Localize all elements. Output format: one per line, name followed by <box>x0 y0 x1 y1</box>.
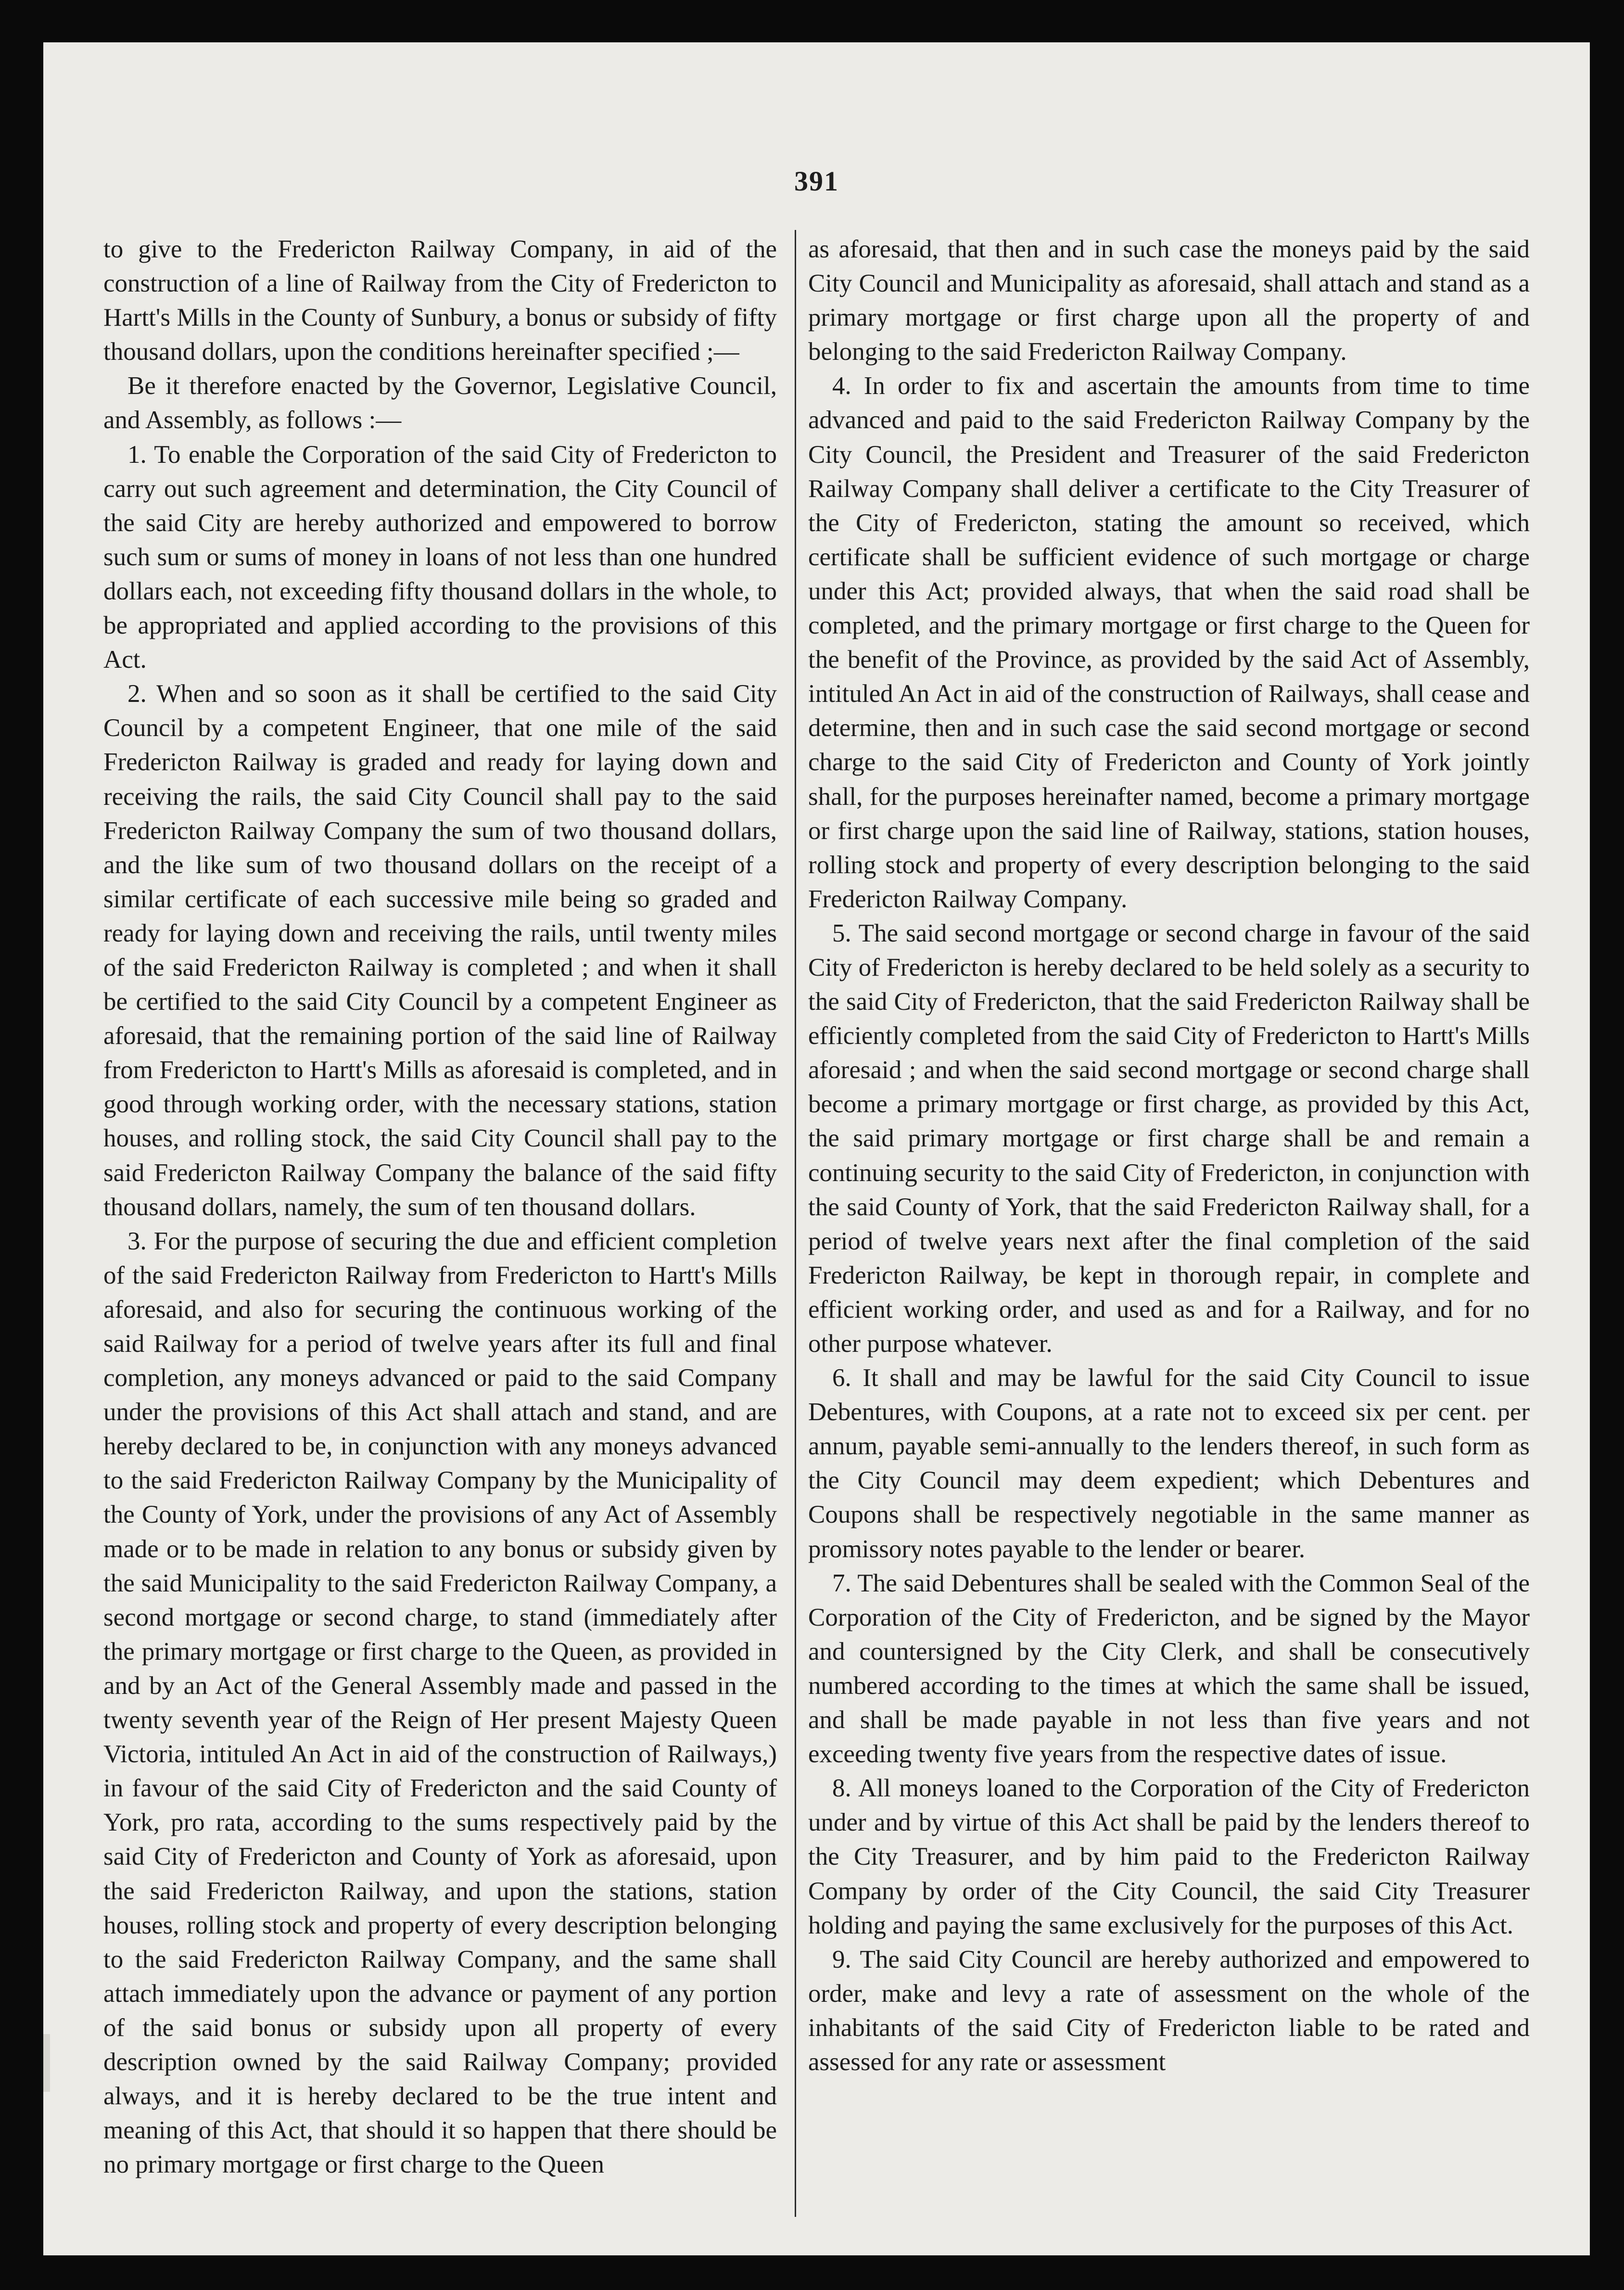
paragraph-enacting-clause: Be it therefore enacted by the Governor, Legislative Council, and Assembly, as follows :— <box>103 372 777 434</box>
page-number: 391 <box>794 165 839 197</box>
paragraph-section-2: 2. When and so soon as it shall be certified to the said City Council by a competent Engineer, that one mile of the said Fredericton Railway is graded and ready for laying down and receiving the rails, the said City Council shall pay to the said Fredericton Railway Company the sum of two thousand dollars, and the like sum of two thousand dollars on the receipt of a similar certificate of each successive mile being so graded and ready for laying down and receiving the rails, until twenty miles of the said Fredericton Railway is completed ; and when it shall be certified to the said City Council by a competent Engineer as aforesaid, that the remaining portion of the said line of Railway from Fredericton to Hartt's Mills as aforesaid is completed, and in good through working order, with the necessary stations, station houses, and rolling stock, the said City Council shall pay to the said Fredericton Railway Company the balance of the said fifty thousand dollars, namely, the sum of ten thousand dollars. <box>103 680 777 1221</box>
paragraph-section-3-continued: as aforesaid, that then and in such case the moneys paid by the said City Council and Municipality as aforesaid, shall attach and stand as a primary mortgage or first charge upon all the property of and belonging to the said Fredericton Railway Company. <box>808 235 1530 366</box>
paragraph-section-3: 3. For the purpose of securing the due and efficient completion of the said Fredericton Railway from Fredericton to Hartt's Mills aforesaid, and also for securing the continuous working of the said Railway for a period of twelve years after its full and final completion, any moneys advanced or paid to the said Company under the provisions of this Act shall attach and stand, and are hereby declared to be, in conjunction with any moneys advanced to the said Fredericton Railway Company by the Municipality of the County of York, under the provisions of any Act of Assembly made or to be made in relation to any bonus or subsidy given by the said Municipality to the said Fredericton Railway Company, a second mortgage or second charge, to stand (immediately after the primary mortgage or first charge to the Queen, as provided in and by an Act of the General Assembly made and passed in the twenty seventh year of the Reign of Her present Majesty Queen Victoria, intituled An Act in aid of the construction of Railways,) in favour of the said City of Fredericton and the said County of York, pro rata, according to the sums respectively paid by the said City of Fredericton and County of York as aforesaid, upon the said Fredericton Railway, and upon the stations, station houses, rolling stock and property of every description belonging to the said Fredericton Railway Company, and the same shall attach immediately upon the advance or payment of any portion of the said bonus or subsidy upon all property of every description owned by the said Railway Company; provided always, and it is hereby declared to be the true intent and meaning of this Act, that should it so happen that there should be no primary mortgage or first charge to the Queen <box>103 1227 777 2179</box>
paragraph-section-7: 7. The said Debentures shall be sealed with the Common Seal of the Corporation of the City of Fredericton, and be signed by the Mayor and countersigned by the City Clerk, and shall be consecutively numbered according to the times at which the same shall be issued, and shall be made payable in not less than five years and not exceeding twenty five years from the respective dates of issue. <box>808 1569 1530 1768</box>
scanned-page <box>43 42 1590 2255</box>
paragraph-section-1: 1. To enable the Corporation of the said City of Fredericton to carry out such agreement and determination, the City Council of the said City are hereby authorized and empowered to borrow such sum or sums of money in loans of not less than one hundred dollars each, not exceeding fifty thousand dollars in the whole, to be appropriated and applied according to the provisions of this Act. <box>103 440 777 674</box>
left-column <box>103 232 777 2182</box>
paragraph-preamble: to give to the Fredericton Railway Company, in aid of the construction of a line of Railway from the City of Fredericton to Hartt's Mills in the County of Sunbury, a bonus or subsidy of fifty thousand dollars, upon the conditions hereinafter specified ;— <box>103 235 777 366</box>
paragraph-section-6: 6. It shall and may be lawful for the said City Council to issue Debentures, with Coupons, at a rate not to exceed six per cent. per annum, payable semi-annually to the lenders thereof, in such form as the City Council may deem expedient; which Debentures and Coupons shall be respectively negotiable in the same manner as promissory notes payable to the lender or bearer. <box>808 1364 1530 1563</box>
paragraph-section-9: 9. The said City Council are hereby authorized and empowered to order, make and levy a rate of assessment on the whole of the inhabitants of the said City of Fredericton liable to be rated and assessed for any rate or assessment <box>808 1945 1530 2076</box>
page-edge-mark <box>43 2034 50 2092</box>
right-column <box>808 232 1530 2079</box>
column-divider <box>795 230 796 2217</box>
paragraph-section-4: 4. In order to fix and ascertain the amounts from time to time advanced and paid to the said Fredericton Railway Company by the City Council, the President and Treasurer of the said Fredericton Railway Company shall deliver a certificate to the City Treasurer of the City of Fredericton, stating the amount so received, which certificate shall be sufficient evidence of such mortgage or charge under this Act; provided always, that when the said road shall be completed, and the primary mortgage or first charge to the Queen for the benefit of the Province, as provided by the said Act of Assembly, intituled An Act in aid of the construction of Railways, shall cease and determine, then and in such case the said second mortgage or second charge to the said City of Fredericton and County of York jointly shall, for the purposes hereinafter named, become a primary mortgage or first charge upon the said line of Railway, stations, station houses, rolling stock and property of every description belonging to the said Fredericton Railway Company. <box>808 372 1530 913</box>
paragraph-section-5: 5. The said second mortgage or second charge in favour of the said City of Fredericton is hereby declared to be held solely as a security to the said City of Fredericton, that the said Fredericton Railway shall be efficiently completed from the said City of Fredericton to Hartt's Mills aforesaid ; and when the said second mortgage or second charge shall become a primary mortgage or first charge, as provided by this Act, the said primary mortgage or first charge shall be and remain a continuing security to the said City of Fredericton, in conjunction with the said County of York, that the said Fredericton Railway shall, for a period of twelve years next after the final completion of the said Fredericton Railway, be kept in thorough repair, in complete and efficient working order, and used as and for a Railway, and for no other purpose whatever. <box>808 919 1530 1358</box>
paragraph-section-8: 8. All moneys loaned to the Corporation of the City of Fredericton under and by virtue of this Act shall be paid by the lenders thereof to the City Treasurer, and by him paid to the Fredericton Railway Company by order of the City Council, the said City Treasurer holding and paying the same exclusively for the purposes of this Act. <box>808 1774 1530 1939</box>
